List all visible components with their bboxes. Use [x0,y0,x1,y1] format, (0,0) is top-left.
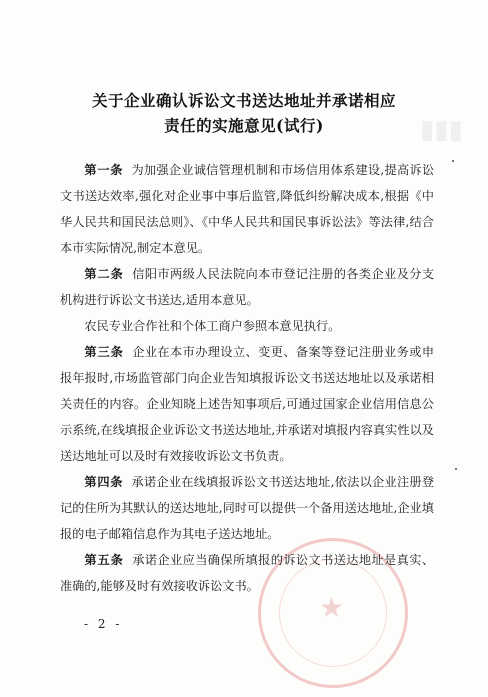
title-line-1: 关于企业确认诉讼文书送达地址并承诺相应 [91,91,396,110]
document-body [60,157,434,599]
title-line-2: 责任的实施意见(试行) [164,116,324,135]
article-3 [60,339,434,469]
document-title [0,88,488,138]
seal-star-icon: ★ [319,591,345,624]
article-4 [60,469,434,547]
article-label: 第三条 [84,345,124,359]
article-1 [60,157,434,261]
article-text: 承诺企业应当确保所填报的诉讼文书送达地址是真实、准确的,能够及时有效接收诉讼文书。 [60,553,435,593]
article-text: 农民专业合作社和个体工商户参照本意见执行。 [84,319,341,333]
article-2-note [60,313,434,339]
article-text: 企业在本市办理设立、变更、备案等登记注册业务或申报年报时,市场监管部门向企业告知填报诉讼文书送达地址以及承诺相关责任的内容。企业知晓上述告知事项后,可通过国家企业信用信息公示系统,在线填报企业诉讼文书送达地址,并承诺对填报内容真实性以及送达地址可以及时有效接收诉讼文书负责。 [60,345,435,463]
article-label: 第二条 [84,267,124,281]
article-label: 第五条 [84,553,124,567]
article-label: 第一条 [84,163,124,177]
scan-speck [455,468,457,470]
article-label: 第四条 [84,475,124,489]
article-text: 承诺企业在线填报诉讼文书送达地址,依法以企业注册登记的住所为其默认的送达地址,同时可以提供一个备用送达地址,企业填报的电子邮箱信息作为其电子送达地址。 [60,475,435,541]
article-5 [60,547,434,599]
article-text: 为加强企业诚信管理机制和市场信用体系建设,提高诉讼文书送达效率,强化对企业事中事后监管,降低纠纷解决成本,根据《中华人民共和国民法总则》、《中华人民共和国民事诉讼法》等法律,结合本市实际情况,制定本意见。 [60,163,435,255]
bleed-through-shadow: ▮▮▮ [420,115,463,145]
scan-speck [452,160,454,162]
article-text: 信阳市两级人民法院向本市登记注册的各类企业及分支机构进行诉讼文书送达,适用本意见。 [60,267,435,307]
page-number: - 2 - [84,617,123,631]
article-2 [60,261,434,313]
